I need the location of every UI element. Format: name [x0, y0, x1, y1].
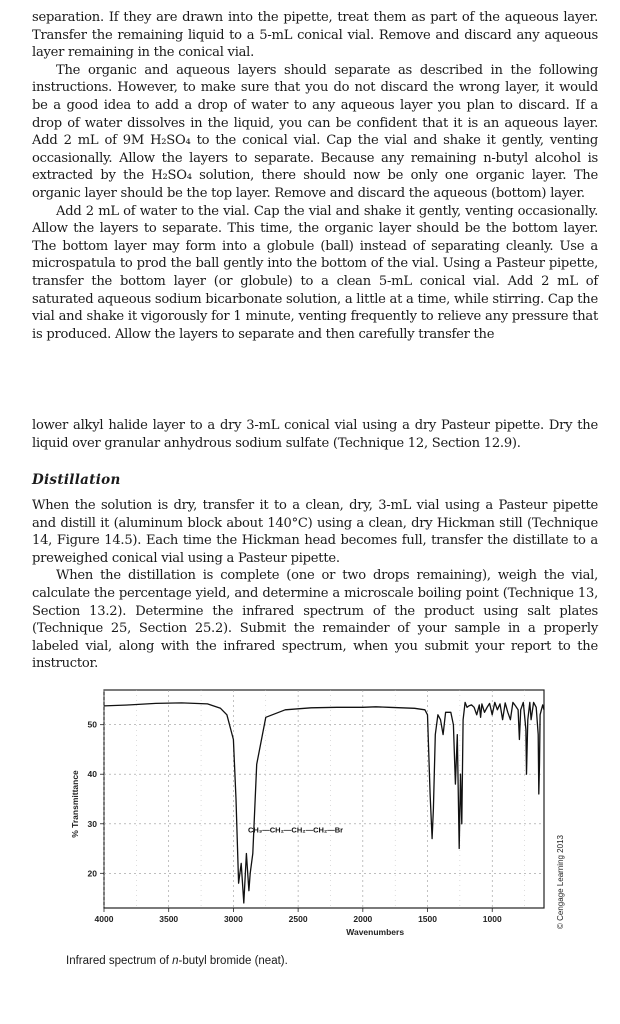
y-tick-label-1: 30 [87, 818, 97, 829]
paragraph-separation: separation. If they are drawn into the pipette, treat them as part of the aqueous layer. Transfer the remaining liquid to a 5-mL conical vial. Remove and discard any aqueous layer remaining in the conical vial. [32, 10, 598, 61]
paragraph-drying: lower alkyl halide layer to a dry 3-mL conical vial using a dry Pasteur pipette. Dry the liquid over granular anhydrous sodium sulfate (Technique 12, Section 12.9). [32, 418, 598, 451]
x-tick-label-3: 2500 [288, 914, 308, 924]
procedure-text-top [32, 9, 598, 343]
x-tick-label-1: 3500 [159, 914, 179, 924]
structure-annotation: CH₃—CH₂—CH₂—CH₂—Br [247, 825, 344, 835]
ir-spectrum-figure [62, 688, 602, 978]
caption-pre: Infrared spectrum of [66, 955, 173, 967]
plot-frame [104, 690, 544, 908]
y-tick-label-0: 20 [87, 868, 97, 879]
caption-italic: n [172, 955, 179, 967]
section-heading-distillation: Distillation [32, 472, 121, 488]
paragraph-layers: The organic and aqueous layers should separate as described in the following instructions. However, to make sure that you do not discard the wrong layer, it would be a good idea to add a drop of water to any aqueous layer you plan to discard. If a drop of water dissolves in the liquid, you can be confident that it is an aqueous layer. Add 2 mL of 9M H₂SO₄ to the conical vial. Cap the vial and shake it gently, venting occasionally. Allow the layers to separate. Because any remaining n-butyl alcohol is extracted by the H₂SO₄ solution, there should now be only one organic layer. The organic layer should be the top layer. Remove and discard the aqueous (bottom) layer. [32, 62, 598, 201]
y-tick-label-3: 50 [87, 719, 97, 730]
figure-caption [66, 955, 288, 967]
paragraph-distill: When the solution is dry, transfer it to a clean, dry, 3-mL vial using a Pasteur pipette and distill it (aluminum block about 140°C) using a clean, dry Hickman still (Technique 14, Figure 14.5). Each time the Hickman head becomes full, transfer the distillate to a preweighed conical vial using a Pasteur pipette. [32, 498, 598, 566]
y-tick-label-2: 40 [87, 769, 97, 780]
x-tick-label-6: 1000 [482, 914, 502, 924]
paragraph-yield: When the distillation is complete (one or two drops remaining), weigh the vial, calculate the percentage yield, and determine a microscale boiling point (Technique 13, Section 13.2). Determine the infrared spectrum of the product using salt plates (Technique 25, Section 25.2). Submit the remainder of your sample in a properly labeled vial, along with the infrared spectrum, when you submit your report to the instructor. [32, 568, 598, 672]
y-axis-label: % Transmittance [70, 770, 80, 838]
x-tick-label-4: 2000 [353, 914, 373, 924]
ir-spectrum-chart [62, 688, 602, 953]
x-tick-label-0: 4000 [94, 914, 114, 924]
x-tick-label-2: 3000 [223, 914, 243, 924]
caption-post: -butyl bromide (neat). [178, 955, 288, 967]
x-tick-label-5: 1500 [418, 914, 437, 924]
spectrum-line [104, 702, 544, 903]
copyright-credit: © Cengage Learning 2013 [556, 835, 565, 929]
paragraph-water-wash: Add 2 mL of water to the vial. Cap the vial and shake it gently, venting occasionally. Allow the layers to separate. This time, the organic layer should be the bottom layer. The bottom layer may form into a globule (ball) instead of separating cleanly. Use a microspatula to prod the ball gently into the bottom of the vial. Using a Pasteur pipette, transfer the bottom layer (or globule) to a clean 5-mL conical vial. Add 2 mL of saturated aqueous sodium bicarbonate solution, a little at a time, while stirring. Cap the vial and shake it vigorously for 1 minute, venting frequently to relieve any pressure that is produced. Allow the layers to separate and then carefully transfer the [32, 203, 598, 342]
procedure-text-continued [32, 417, 598, 452]
x-axis-label: Wavenumbers [346, 927, 405, 937]
distillation-text [32, 497, 598, 673]
